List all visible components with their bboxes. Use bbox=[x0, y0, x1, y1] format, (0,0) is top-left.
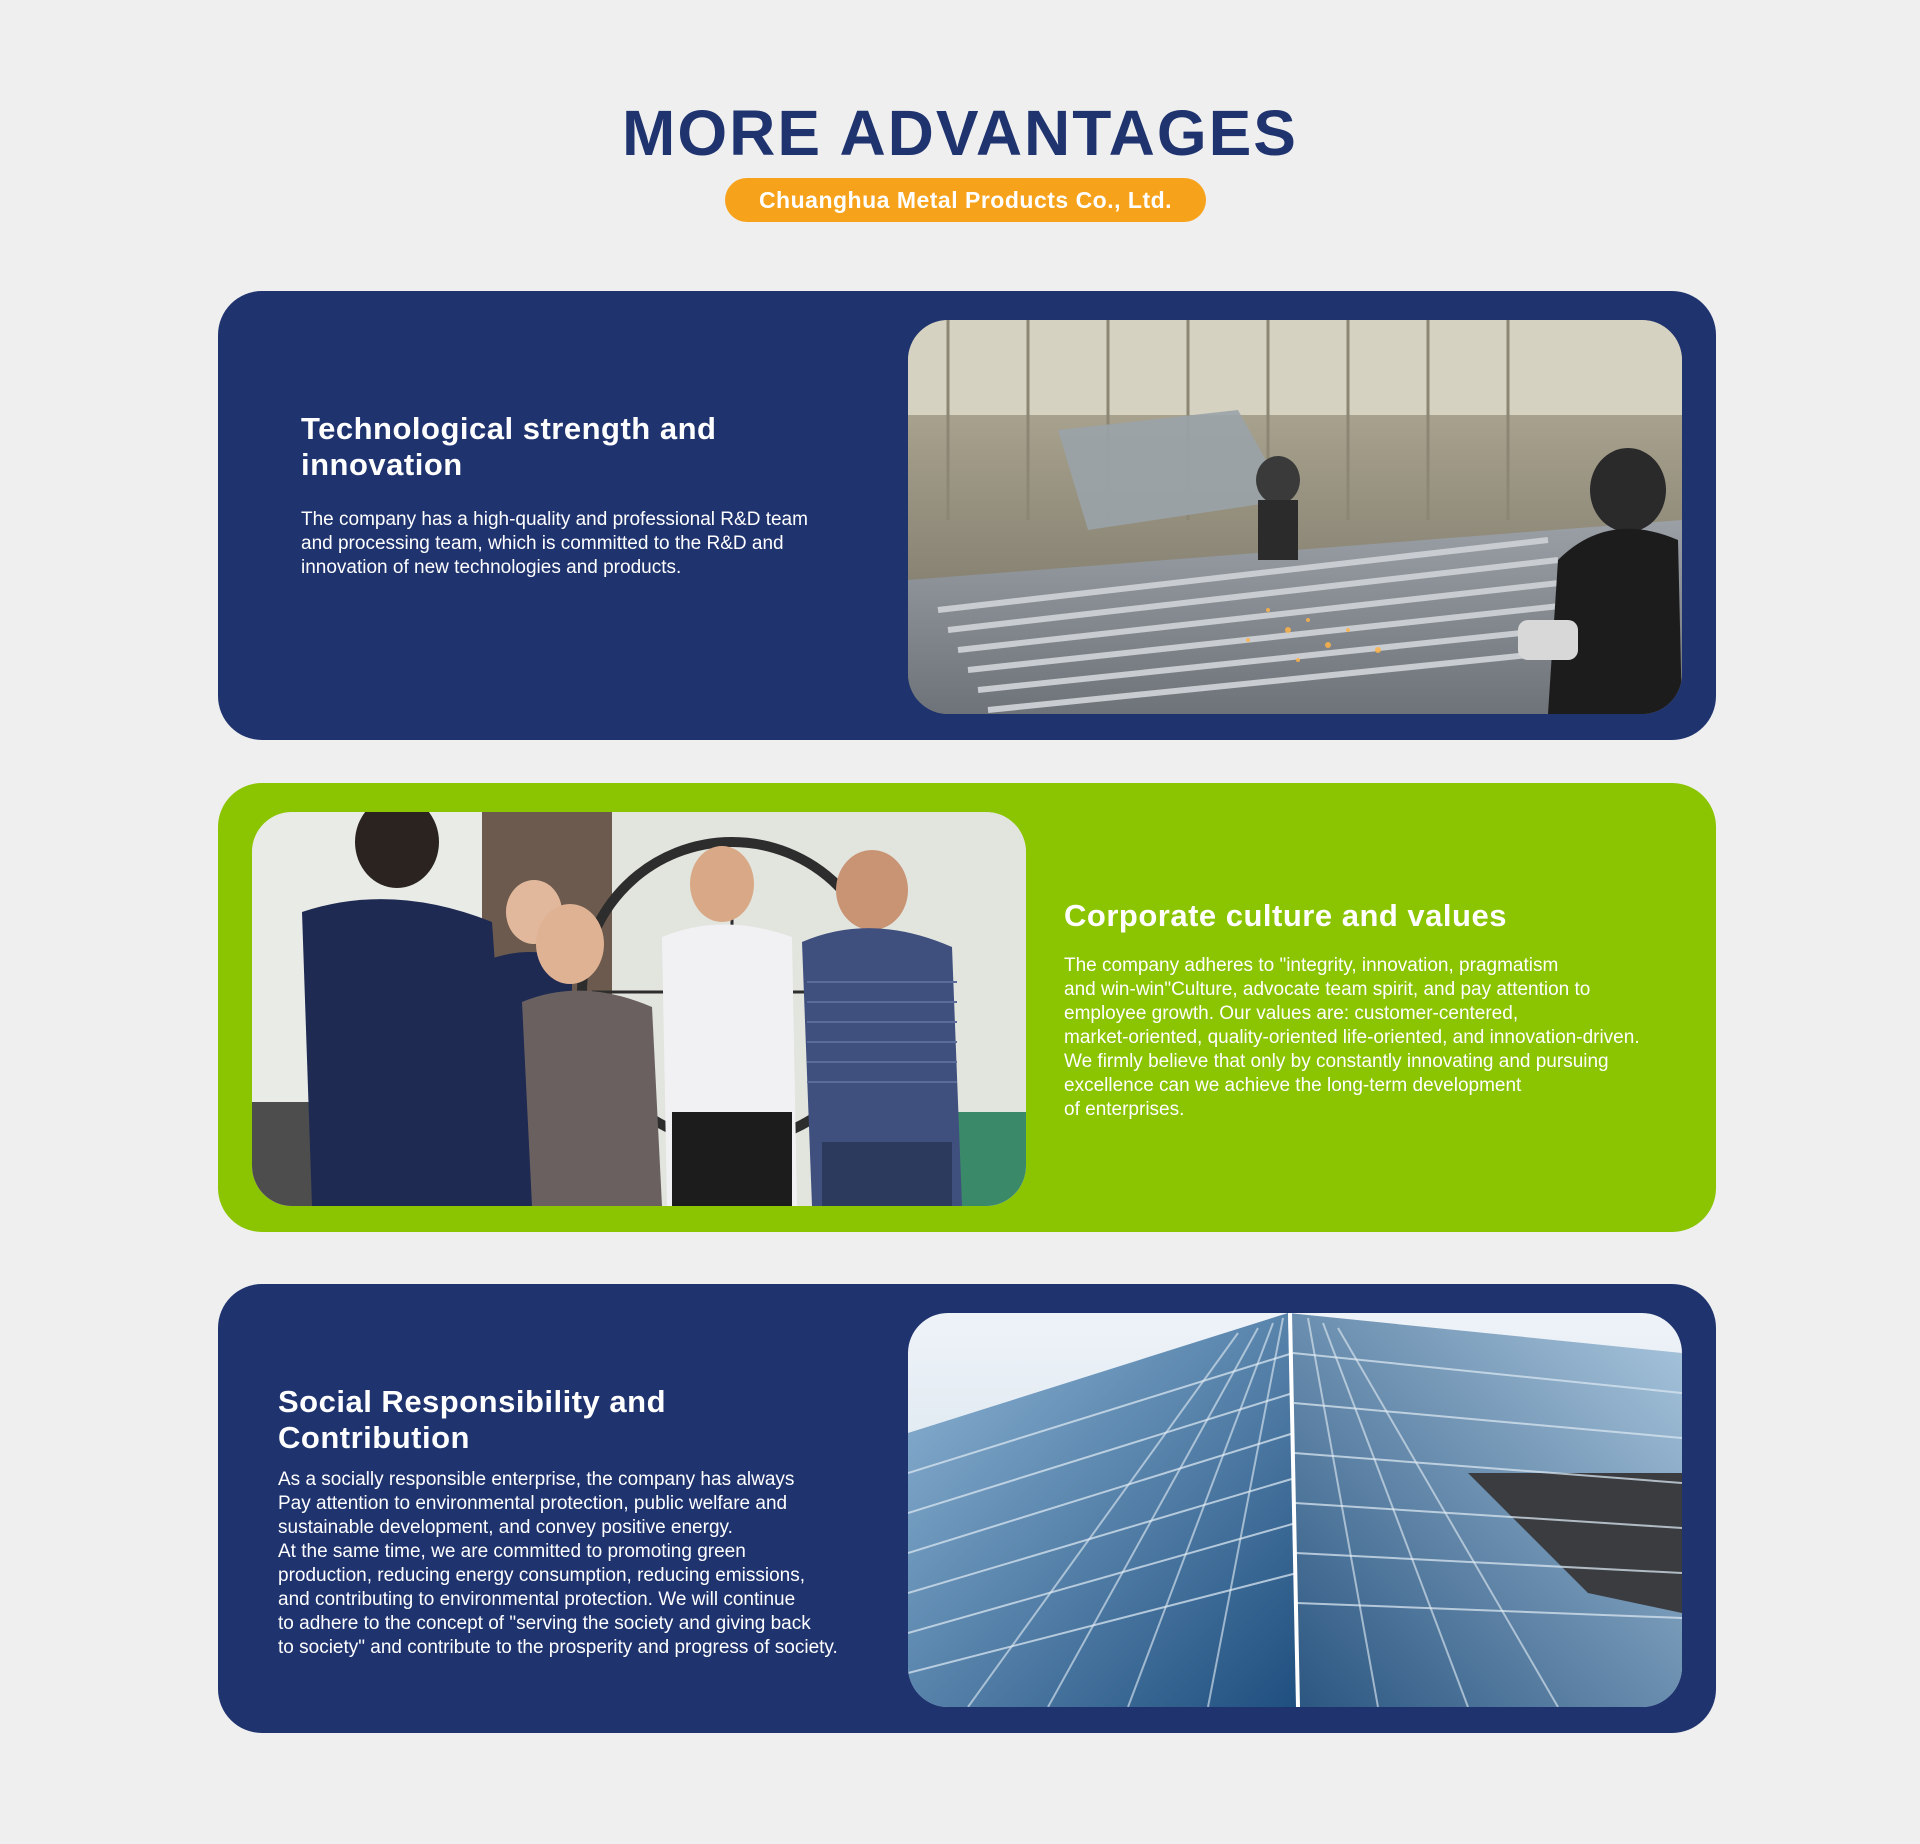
team-group-photo bbox=[252, 812, 1026, 1206]
card-title: Corporate culture and values bbox=[1064, 898, 1507, 933]
card-text-block bbox=[278, 1384, 898, 1660]
card-title: Technological strength and innovation bbox=[301, 411, 717, 482]
card-description: As a socially responsible enterprise, the company has always Pay attention to environmental protection, public welfare and sustainable development, and convey positive energy. At the same time, we are committed to promoting green production, reducing energy consumption, reducing emissions, and contributing to environmental protection. We will continue to adhere to the concept of "serving the society and giving back to society" and contribute to the prosperity and progress of society. bbox=[278, 1469, 838, 1658]
card-text-block bbox=[301, 411, 861, 580]
card-description: The company has a high-quality and professional R&D team and processing team, which is committed to the R&D and innovation of new technologies and products. bbox=[301, 509, 808, 578]
factory-workshop-photo bbox=[908, 320, 1682, 714]
advantage-card-technology bbox=[218, 291, 1716, 740]
page-title: MORE ADVANTAGES bbox=[622, 97, 1298, 169]
advantage-card-social-responsibility bbox=[218, 1284, 1716, 1733]
glass-building-photo bbox=[908, 1313, 1682, 1707]
company-badge: Chuanghua Metal Products Co., Ltd. bbox=[725, 178, 1206, 222]
card-text-block bbox=[1064, 898, 1704, 1122]
advantage-card-culture bbox=[218, 783, 1716, 1232]
card-title: Social Responsibility and Contribution bbox=[278, 1384, 667, 1455]
card-description: The company adheres to "integrity, innovation, pragmatism and win-win"Culture, advocate team spirit, and pay attention to employee growth. Our values are: customer-centered, market-oriented, quality-oriented life-oriented, and innovation-driven. We firmly believe that only by constantly innovating and pursuing excellence can we achieve the long-term development of enterprises. bbox=[1064, 955, 1640, 1120]
